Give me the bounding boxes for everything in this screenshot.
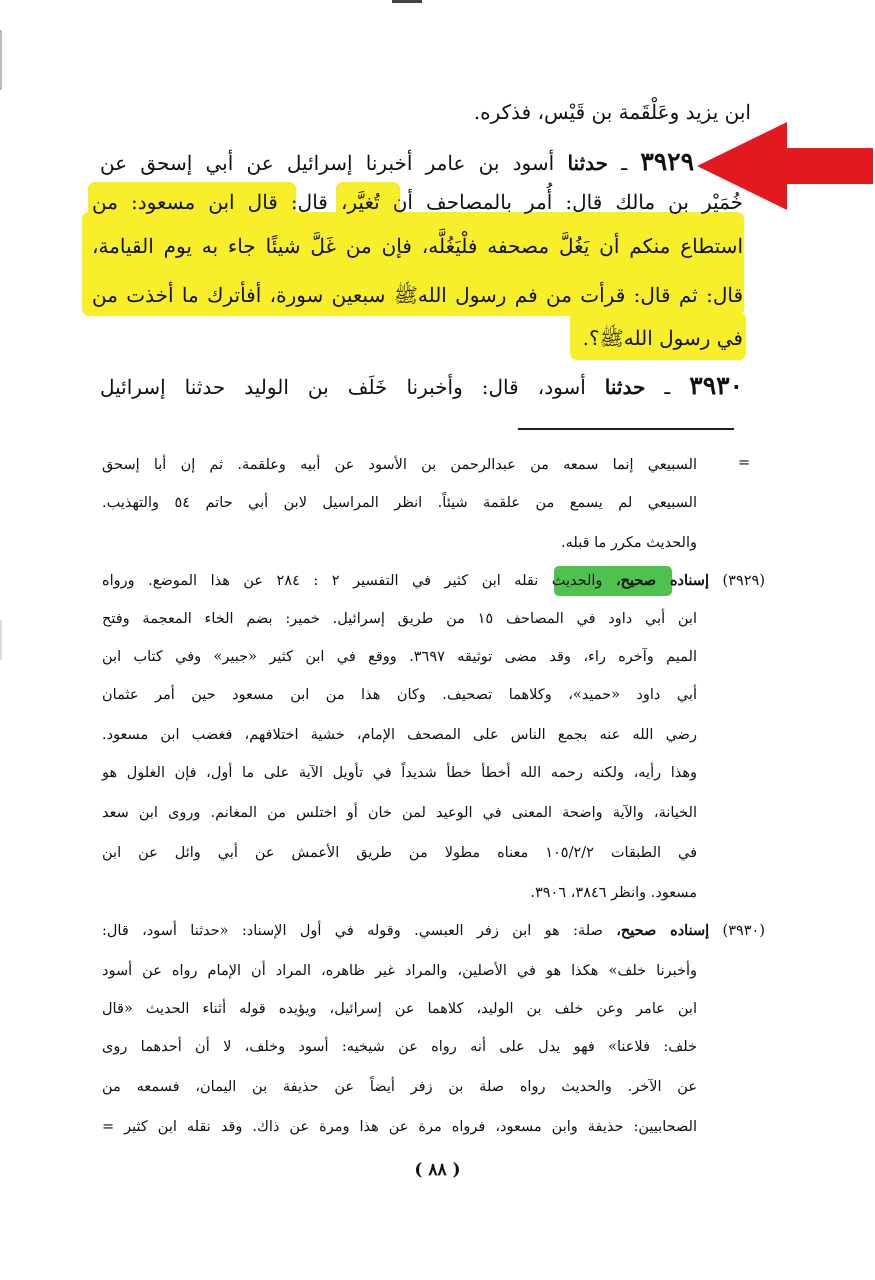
hadith-number: ٣٩٢٩ [640, 147, 695, 176]
footnote-3929-first-line [102, 568, 765, 594]
hadathana: حدثنا [567, 151, 608, 175]
footnote-line: وأخبرنا خلف» هكذا هو في الأصلين، والمراد غير ظاهره، المراد أن الإمام رواه عن أسود [102, 963, 697, 979]
text-line: ابن يزيد وعَلْقَمة بن قَيْس، فذكره. [473, 100, 751, 124]
top-edge-mark [392, 0, 422, 3]
footnote-text: صلة: هو ابن زفر العبسي. وقوله في أول الإسناد: «حدثنا أسود، قال: [102, 923, 603, 939]
footnote-line: عن الآخر. والحديث رواه صلة بن زفر أيضاً عن حذيفة بن اليمان، فسمعه من [102, 1079, 697, 1095]
hadith-3930-heading [100, 370, 743, 403]
hadathana: حدثنا [604, 375, 646, 399]
footnote-line: الصحابيين: حذيفة وابن مسعود، فرواه مرة عن هذا ومرة عن ذاك. وقد نقله ابن كثير = [102, 1119, 697, 1135]
isnad-text: أسود، قال: وأخبرنا خَلَف بن الوليد حدثنا إسرائيل [100, 375, 586, 399]
footnote-line: السبيعي لم يسمع من علقمة شيئاً. انظر المراسيل لابن أبي حاتم ٥٤ والتهذيب. [102, 495, 697, 511]
footnote-3930-first-line [102, 918, 765, 944]
footnote-text: والحديث نقله ابن كثير في التفسير ٢ : ٢٨٤ عن هذا الموضع. ورواه [102, 573, 603, 589]
hadith-3929-heading [100, 146, 694, 179]
footnote-line: الميم وآخره راء، وقد مضى توثيقه ٣٦٩٧. ووقع في ابن كثير «جبير» وفي كتاب ابن [102, 649, 697, 665]
left-edge-shadow [0, 620, 2, 660]
footnote-line: في الطبقات ١٠٥/٢/٢ معناه مطولا من طريق الأعمش عن أبي وائل عن ابن [102, 845, 698, 861]
footnote-separator [518, 428, 734, 430]
highlighted-text-line: استطاع منكم أن يَغُلَّ مصحفه فلْيَغُلَّه، فإن من غَلَّ شيئًا جاء به يوم القيامة، [92, 234, 743, 258]
highlighted-text: من [92, 190, 118, 214]
dash: ـ [664, 375, 671, 399]
footnote-number: (٣٩٢٩) [722, 573, 765, 589]
text-line [92, 186, 743, 218]
continuation-mark: = [738, 455, 751, 471]
footnote-line: رضي الله عنه بجمع الناس على المصحف الإمام، خشية اختلافهم، فغضب ابن مسعود. [102, 727, 697, 743]
highlighted-text: أُمر بالمصاحف أن تُغيَّر، [340, 190, 553, 214]
red-arrow-icon [695, 120, 875, 212]
footnote-line: والحديث مكرر ما قبله. [561, 535, 697, 551]
dash: ـ [621, 151, 628, 175]
page-number: ( ٨٨ ) [414, 1160, 461, 1180]
left-edge-shadow [0, 30, 2, 90]
footnote-line: الخيانة، والآية واضحة المعنى في الوعيد لمن خان أو اختلس من المغانم. وروى ابن سعد [102, 805, 697, 821]
text-segment: قال: قال ابن مسعود: [131, 190, 328, 214]
footnote-line: مسعود. وانظر ٣٨٤٦، ٣٩٠٦. [530, 885, 697, 901]
footnote-line: ابن أبي داود في المصاحف ١٥ من طريق إسرائيل. خمير: بضم الخاء المعجمة وفتح [102, 611, 697, 627]
footnote-line: خلف: فلاعنا» فهو يدل على أنه رواه عن شيخيه: أسود وخلف، لا أن أحدهما روى [102, 1039, 697, 1055]
highlighted-text-line: في رسول اللهﷺ؟. [582, 326, 743, 350]
footnote-line: وهذا رأيه، ولكنه رحمه الله أخطأ خطأ شديداً في تأويل الآية على ما أول، فإن الغلول هو [102, 765, 697, 781]
highlighted-text-line: قال: ثم قال: قرأت من فم رسول اللهﷺ سبعين سورة، أفأترك ما أخذت من [92, 283, 743, 307]
grading: إسناده صحيح، [616, 922, 710, 939]
hadith-number: ٣٩٣٠ [689, 371, 743, 400]
text-segment: خُمَيْر بن مالك قال: [565, 190, 744, 214]
footnote-line: ابن عامر وعن خلف بن الوليد، كلاهما عن إسرائيل، ويؤيده قوله أثناء الحديث «قال [102, 1001, 697, 1017]
grading-highlighted: إسناده صحيح، [615, 572, 709, 589]
footnote-number: (٣٩٣٠) [722, 923, 766, 939]
footnote-line: السبيعي إنما سمعه من عبدالرحمن بن الأسود عن أبيه وعلقمة. ثم إن أبا إسحق [102, 457, 697, 473]
isnad-text: أسود بن عامر أخبرنا إسرائيل عن أبي إسحق عن [100, 151, 555, 175]
footnote-line: أبي داود «حميد»، وكلاهما تصحيف. وكان هذا من ابن مسعود حين أمر عثمان [102, 687, 697, 703]
